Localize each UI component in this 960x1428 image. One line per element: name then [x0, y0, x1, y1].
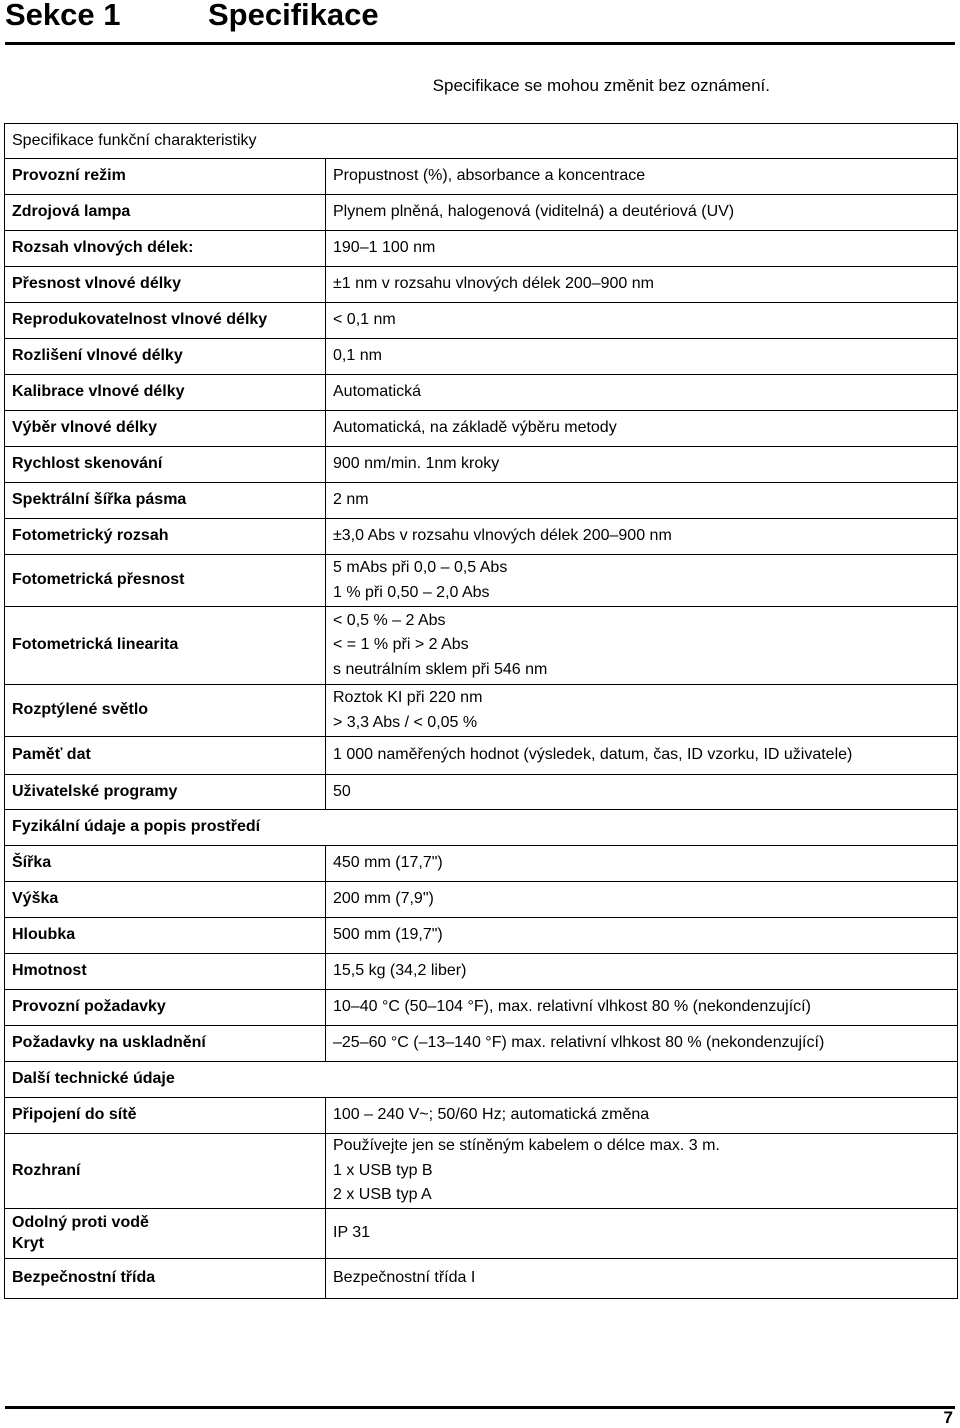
- spec-value: [326, 1258, 958, 1298]
- spec-row: [5, 519, 958, 555]
- section-number: Sekce 1: [5, 0, 121, 32]
- section-heading: Další technické údaje: [5, 1062, 958, 1098]
- spec-row: [5, 159, 958, 195]
- spec-value: [326, 990, 958, 1026]
- spec-value: [326, 1134, 958, 1209]
- spec-value-line: 50: [333, 782, 351, 800]
- spec-row: [5, 231, 958, 267]
- spec-row: [5, 1134, 958, 1209]
- spec-row: [5, 555, 958, 607]
- spec-value-line: < 0,1 nm: [333, 311, 396, 329]
- spec-label: Spektrální šířka pásma: [5, 483, 326, 519]
- spec-row: [5, 737, 958, 775]
- spec-label-line: Kryt: [12, 1235, 45, 1252]
- spec-value-line: Automatická, na základě výběru metody: [333, 419, 617, 437]
- page-header: [5, 0, 955, 45]
- spec-value-line: 190–1 100 nm: [333, 239, 436, 257]
- spec-row: [5, 1026, 958, 1062]
- spec-row: [5, 1098, 958, 1134]
- spec-label: Zdrojová lampa: [5, 195, 326, 231]
- spec-value: [326, 411, 958, 447]
- spec-value: [326, 607, 958, 685]
- spec-row: [5, 339, 958, 375]
- spec-value-line: 500 mm (19,7"): [333, 926, 443, 944]
- spec-value: [326, 1098, 958, 1134]
- spec-row: [5, 846, 958, 882]
- spec-value-line: Používejte jen se stíněným kabelem o délce max. 3 m.: [333, 1137, 720, 1154]
- spec-value: [326, 846, 958, 882]
- spec-value-line: Bezpečnostní třída I: [333, 1268, 476, 1286]
- spec-value-line: ±3,0 Abs v rozsahu vlnových délek 200–900 nm: [333, 527, 672, 545]
- spec-row: [5, 685, 958, 737]
- spec-value-line: 200 mm (7,9"): [333, 890, 434, 908]
- spec-value: [326, 775, 958, 810]
- spec-row: [5, 775, 958, 810]
- spec-label: Přesnost vlnové délky: [5, 267, 326, 303]
- spec-value-line: 1 x USB typ B: [333, 1161, 433, 1179]
- spec-row: [5, 375, 958, 411]
- spec-value: [326, 231, 958, 267]
- spec-value: [326, 882, 958, 918]
- spec-value-line: s neutrálním sklem při 546 nm: [333, 660, 548, 678]
- spec-value-line: ±1 nm v rozsahu vlnových délek 200–900 nm: [333, 275, 654, 293]
- spec-value-line: 15,5 kg (34,2 liber): [333, 962, 467, 980]
- spec-value-line: 2 nm: [333, 491, 369, 509]
- spec-value: [326, 1208, 958, 1258]
- spec-row: [5, 303, 958, 339]
- spec-label: Provozní režim: [5, 159, 326, 195]
- spec-row: [5, 882, 958, 918]
- spec-row: [5, 411, 958, 447]
- spec-label: Rozsah vlnových délek:: [5, 231, 326, 267]
- spec-label: Rozlišení vlnové délky: [5, 339, 326, 375]
- spec-value-line: IP 31: [333, 1223, 371, 1241]
- footer-divider: [5, 1406, 955, 1409]
- spec-label: Připojení do sítě: [5, 1098, 326, 1134]
- spec-value: [326, 685, 958, 737]
- spec-value: [326, 519, 958, 555]
- change-notice: Specifikace se mohou změnit bez oznámení.: [432, 76, 770, 95]
- section-heading-row: [5, 1062, 958, 1098]
- spec-value-line: 10–40 °C (50–104 °F), max. relativní vlhkost 80 % (nekondenzující): [333, 998, 811, 1016]
- spec-row: [5, 1208, 958, 1258]
- spec-row: [5, 483, 958, 519]
- spec-value: [326, 339, 958, 375]
- spec-value: [326, 375, 958, 411]
- spec-value: [326, 483, 958, 519]
- spec-value-line: 5 mAbs při 0,0 – 0,5 Abs: [333, 559, 508, 576]
- spec-row: [5, 954, 958, 990]
- spec-value: [326, 555, 958, 607]
- spec-value-line: Propustnost (%), absorbance a koncentrace: [333, 167, 646, 185]
- spec-value-line: –25–60 °C (–13–140 °F) max. relativní vlhkost 80 % (nekondenzující): [333, 1034, 825, 1052]
- spec-value: [326, 918, 958, 954]
- spec-label: Provozní požadavky: [5, 990, 326, 1026]
- spec-value-line: 1 % při 0,50 – 2,0 Abs: [333, 583, 490, 601]
- spec-row: [5, 1258, 958, 1298]
- spec-label: Hloubka: [5, 918, 326, 954]
- section-heading: Specifikace funkční charakteristiky: [5, 124, 958, 159]
- spec-label: Rozptýlené světlo: [5, 685, 326, 737]
- spec-value: [326, 737, 958, 775]
- page-number: 7: [943, 1408, 953, 1427]
- spec-value: [326, 195, 958, 231]
- specifications-table: [4, 123, 958, 1299]
- spec-value-line: > 3,3 Abs / < 0,05 %: [333, 713, 478, 731]
- spec-value-line: < = 1 % při > 2 Abs: [333, 636, 469, 654]
- section-heading-row: [5, 810, 958, 846]
- spec-label: Reprodukovatelnost vlnové délky: [5, 303, 326, 339]
- spec-label: Výška: [5, 882, 326, 918]
- spec-value-line: Roztok KI při 220 nm: [333, 689, 483, 706]
- spec-row: [5, 607, 958, 685]
- spec-label: [5, 1208, 326, 1258]
- spec-label: Paměť dat: [5, 737, 326, 775]
- spec-value-line: < 0,5 % – 2 Abs: [333, 611, 446, 629]
- section-heading: Fyzikální údaje a popis prostředí: [5, 810, 958, 846]
- spec-value-line: 0,1 nm: [333, 347, 382, 365]
- spec-label: Rozhraní: [5, 1134, 326, 1209]
- spec-label: Uživatelské programy: [5, 775, 326, 810]
- spec-label: Fotometrická linearita: [5, 607, 326, 685]
- spec-value: [326, 303, 958, 339]
- spec-value: [326, 159, 958, 195]
- spec-value-line: 100 – 240 V~; 50/60 Hz; automatická změna: [333, 1106, 650, 1124]
- spec-row: [5, 267, 958, 303]
- spec-value-line: 900 nm/min. 1nm kroky: [333, 455, 500, 473]
- page-title: Specifikace: [208, 0, 379, 32]
- spec-label: Požadavky na uskladnění: [5, 1026, 326, 1062]
- spec-value: [326, 447, 958, 483]
- spec-label: Výběr vlnové délky: [5, 411, 326, 447]
- spec-row: [5, 990, 958, 1026]
- spec-value-line: 450 mm (17,7"): [333, 854, 443, 872]
- spec-value: [326, 954, 958, 990]
- spec-label: Šířka: [5, 846, 326, 882]
- spec-label: Hmotnost: [5, 954, 326, 990]
- spec-label: Fotometrická přesnost: [5, 555, 326, 607]
- spec-value: [326, 267, 958, 303]
- spec-value-line: Automatická: [333, 383, 422, 401]
- spec-value-line: 2 x USB typ A: [333, 1186, 432, 1203]
- spec-row: [5, 447, 958, 483]
- spec-label: Kalibrace vlnové délky: [5, 375, 326, 411]
- spec-value-line: 1 000 naměřených hodnot (výsledek, datum, čas, ID vzorku, ID uživatele): [333, 746, 853, 764]
- spec-value: [326, 1026, 958, 1062]
- spec-label: Fotometrický rozsah: [5, 519, 326, 555]
- section-heading-row: [5, 124, 958, 159]
- spec-label: Rychlost skenování: [5, 447, 326, 483]
- spec-value-line: Plynem plněná, halogenová (viditelná) a deutériová (UV): [333, 203, 735, 221]
- spec-label: Bezpečnostní třída: [5, 1258, 326, 1298]
- spec-label-line: Odolný proti vodě: [12, 1214, 149, 1231]
- spec-row: [5, 195, 958, 231]
- spec-row: [5, 918, 958, 954]
